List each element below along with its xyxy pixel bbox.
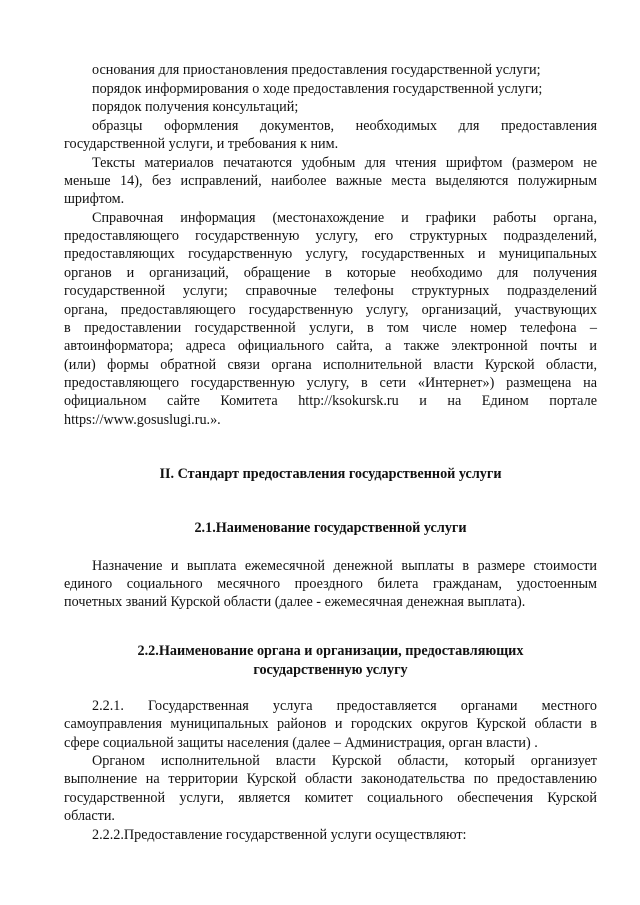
text-line: меньше 14), без исправлений, наиболее важные места выделяются полужирным [64, 173, 597, 189]
subsection-heading: 2.2.Наименование органа и организации, предоставляющих [137, 643, 524, 659]
text-line: сфере социальной защиты населения (далее – Администрация, орган власти) . [64, 735, 538, 751]
text-line: образцы оформления документов, необходимых для предоставления [92, 118, 597, 134]
text-line: предоставляющего государственную услугу, его структурных подразделений, [64, 228, 597, 244]
text-line: основания для приостановления предоставления государственной услуги; [92, 62, 541, 78]
text-line: предоставляющих государственную услугу, государственных и муниципальных [64, 246, 597, 262]
text-line: выполнение на территории Курской области законодательства по предоставлению [64, 771, 597, 787]
text-line: автоинформатора; адреса официального сайта, а также электронной почты и [64, 338, 597, 354]
text-line: (или) формы обратной связи органа исполнительной власти Курской области, [64, 357, 597, 373]
text-line: Тексты материалов печатаются удобным для чтения шрифтом (размером не [92, 155, 597, 171]
text-line: единого социального месячного проездного билета гражданам, удостоенным [64, 576, 597, 592]
text-line: 2.2.2.Предоставление государственной услуги осуществляют: [92, 827, 467, 843]
text-line: https://www.gosuslugi.ru.». [64, 412, 221, 428]
text-line: предоставляющего государственную услугу, в сети «Интернет») размещена на [64, 375, 597, 391]
text-line: порядок информирования о ходе предоставления государственной услуги; [92, 81, 543, 97]
text-line: Органом исполнительной власти Курской области, который организует [92, 753, 597, 769]
text-line: государственной услуги; справочные телефоны структурных подразделений [64, 283, 597, 299]
text-line: 2.2.1. Государственная услуга предоставляется органами местного [92, 698, 597, 714]
text-line: порядок получения консультаций; [92, 99, 299, 115]
text-line: самоуправления муниципальных районов и городских округов Курской области в [64, 716, 597, 732]
text-line: шрифтом. [64, 191, 125, 207]
section-heading: II. Стандарт предоставления государственной услуги [159, 466, 502, 482]
text-line: официальном сайте Комитета http://ksokursk.ru и на Едином портале [64, 393, 597, 409]
text-line: государственной услуги, и требования к ним. [64, 136, 339, 152]
text-line: в предоставлении государственной услуги, в том числе номер телефона – [64, 320, 597, 336]
subsection-heading: государственную услугу [253, 662, 408, 678]
text-line: Справочная информация (местонахождение и графики работы органа, [92, 210, 597, 226]
text-line: органа, предоставляющего государственную услугу, организаций, участвующих [64, 302, 597, 318]
text-line: Назначение и выплата ежемесячной денежной выплаты в размере стоимости [92, 558, 597, 574]
text-line: почетных званий Курской области (далее - ежемесячная денежная выплата). [64, 594, 526, 610]
text-line: области. [64, 808, 115, 824]
text-line: органов и организаций, обращение в которые необходимо для получения [64, 265, 597, 281]
subsection-heading: 2.1.Наименование государственной услуги [194, 520, 467, 536]
text-line: государственной услуги, является комитет социального обеспечения Курской [64, 790, 597, 806]
